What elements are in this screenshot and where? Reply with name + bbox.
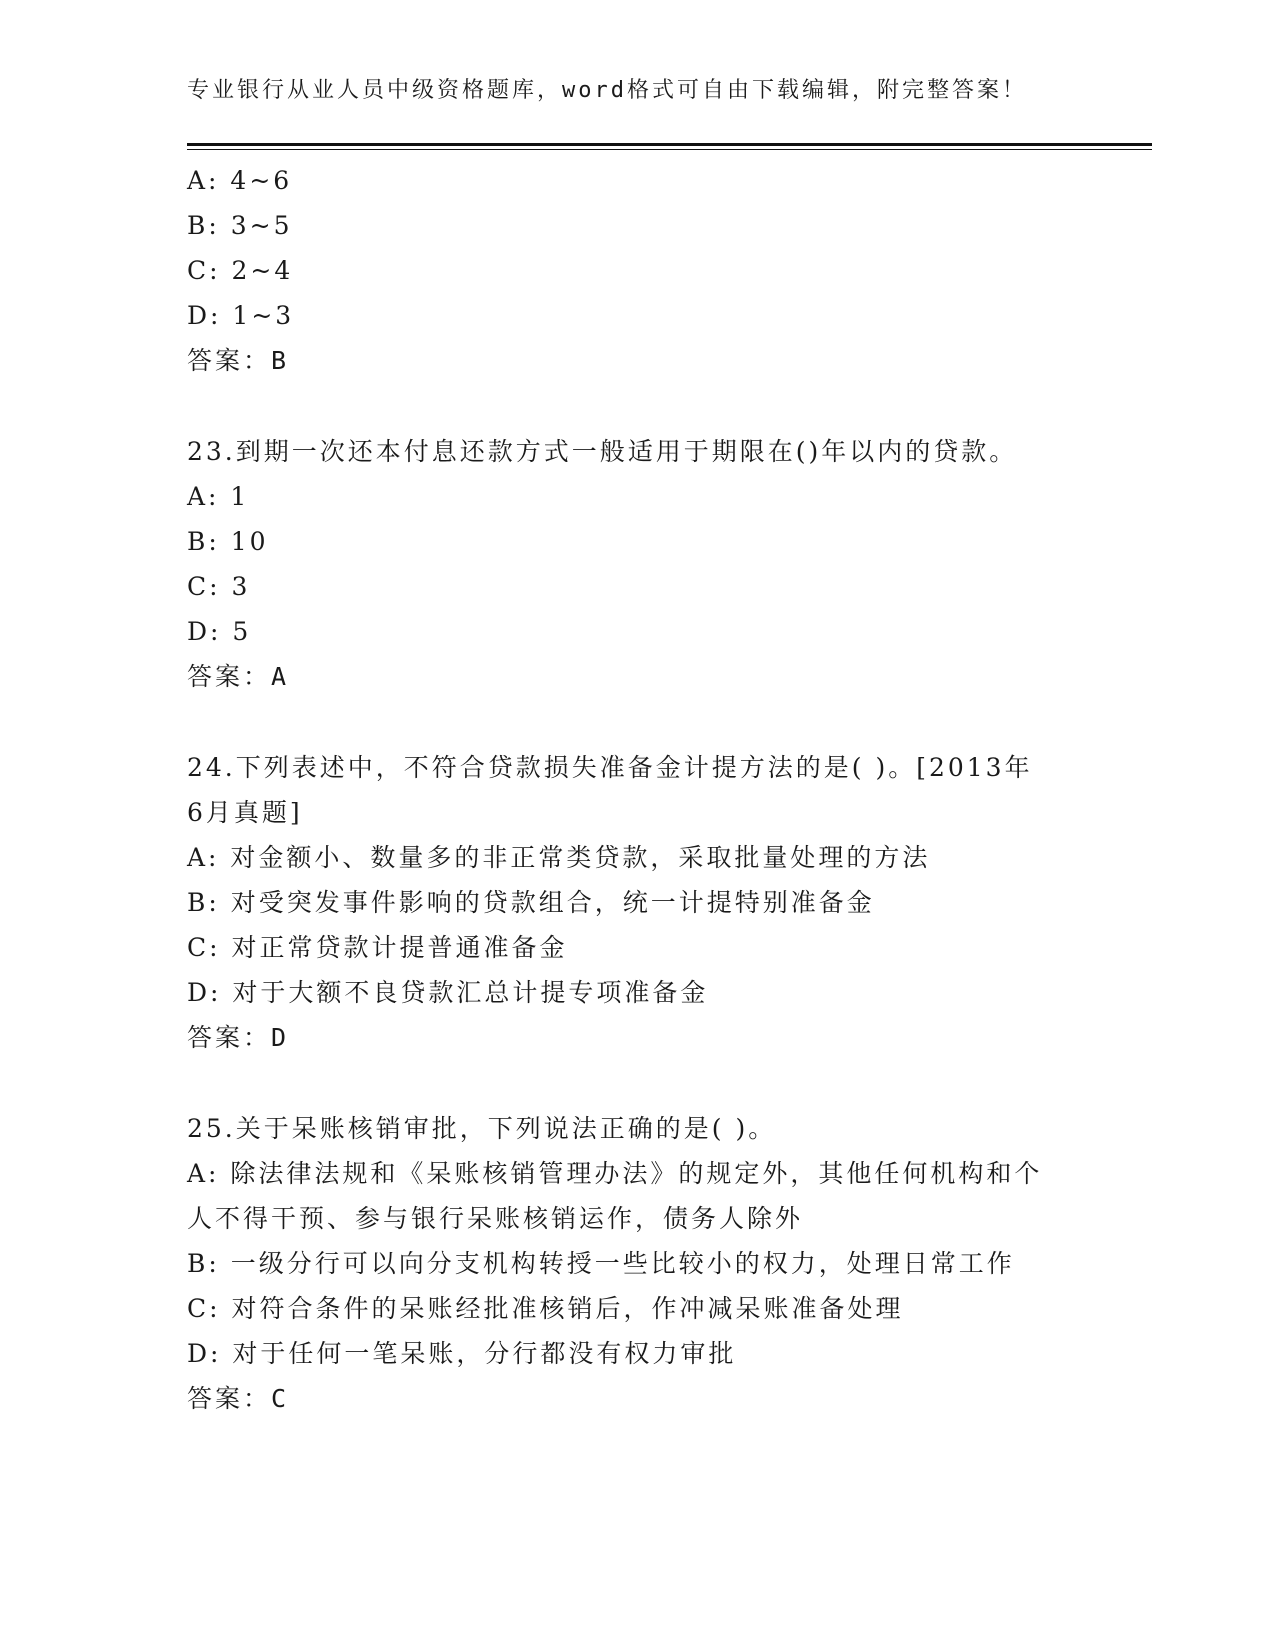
header-rule xyxy=(187,143,1152,146)
option-b: B: 10 xyxy=(187,527,269,556)
option-d: D: 5 xyxy=(187,617,252,646)
option-c: C: 2~4 xyxy=(187,256,294,285)
question-block xyxy=(187,745,1087,1060)
option-d: D: 1~3 xyxy=(187,301,295,330)
option-b: B: 3~5 xyxy=(187,211,293,240)
question-list xyxy=(187,158,1087,1421)
answer: 答案：D xyxy=(187,1023,290,1052)
option-d: D: 对于任何一笔呆账，分行都没有权力审批 xyxy=(187,1339,737,1368)
page-header: 专业银行从业人员中级资格题库，word格式可自由下载编辑，附完整答案！ xyxy=(187,78,1027,103)
option-a: A: 4~6 xyxy=(187,166,293,195)
option-a: A: 除法律法规和《呆账核销管理办法》的规定外，其他任何机构和个人不得干预、参与银行呆账核销运作，债务人除外 xyxy=(187,1159,1043,1233)
option-d: D: 对于大额不良贷款汇总计提专项准备金 xyxy=(187,978,709,1007)
answer: 答案：C xyxy=(187,1384,290,1413)
question-block xyxy=(187,1106,1087,1421)
option-b: B: 一级分行可以向分支机构转授一些比较小的权力，处理日常工作 xyxy=(187,1249,1015,1278)
option-b: B: 对受突发事件影响的贷款组合，统一计提特别准备金 xyxy=(187,888,875,917)
option-c: C: 3 xyxy=(187,572,251,601)
option-c: C: 对正常贷款计提普通准备金 xyxy=(187,933,568,962)
option-a: A: 对金额小、数量多的非正常类贷款，采取批量处理的方法 xyxy=(187,843,931,872)
question-text: 24.下列表述中，不符合贷款损失准备金计提方法的是( )。[2013年6月真题] xyxy=(187,753,1033,827)
answer: 答案：B xyxy=(187,346,290,375)
question-text: 25.关于呆账核销审批，下列说法正确的是( )。 xyxy=(187,1114,777,1143)
header-rule-thin xyxy=(187,149,1152,150)
question-text: 23.到期一次还本付息还款方式一般适用于期限在()年以内的贷款。 xyxy=(187,437,1018,466)
answer: 答案：A xyxy=(187,662,290,691)
question-block xyxy=(187,429,1087,699)
option-a: A: 1 xyxy=(187,482,250,511)
question-block xyxy=(187,158,1087,383)
option-c: C: 对符合条件的呆账经批准核销后，作冲减呆账准备处理 xyxy=(187,1294,904,1323)
